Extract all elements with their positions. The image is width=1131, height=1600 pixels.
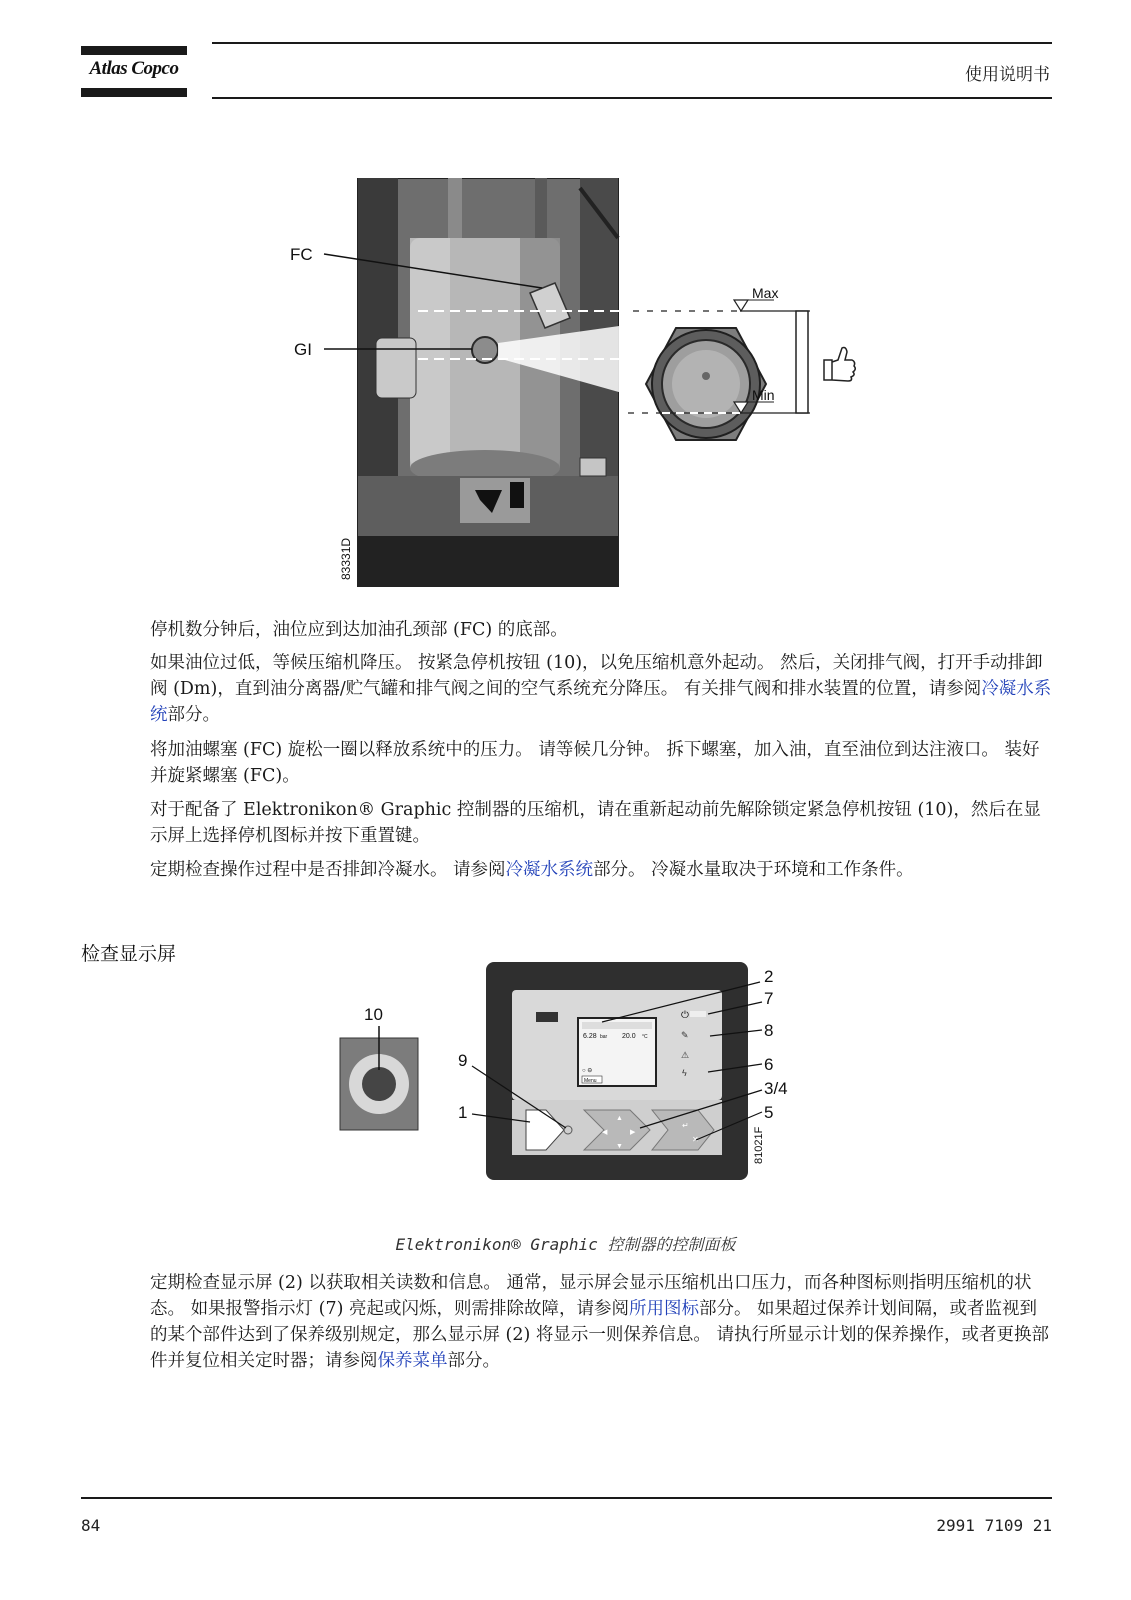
label-min: Min — [752, 387, 775, 403]
figure-id: 83331D — [339, 537, 353, 580]
paragraph-text: 定期检查显示屏 (2) 以获取相关读数和信息。 通常，显示屏会显示压缩机出口压力，而各种图标则指明压缩机的状态。 如果报警指示灯 (7) 亮起或闪烁，则需排除故障，请参阅 — [150, 1273, 1032, 1319]
paragraph-text: 部分。 — [167, 705, 220, 725]
link-condensate-system-2[interactable]: 冷凝水系统 — [505, 860, 594, 880]
header-title: 使用说明书 — [965, 65, 1050, 85]
label-fc: FC — [290, 245, 313, 264]
paragraph-filler-plug — [150, 737, 1052, 789]
service-icon: ✎ — [681, 1030, 689, 1040]
figure-caption: Elektronikon® Graphic 控制器的控制面板 — [395, 1235, 736, 1254]
callout-10: 10 — [364, 1005, 383, 1024]
paragraph-low-oil — [150, 650, 1052, 728]
callout-3-4: 3/4 — [764, 1079, 788, 1098]
paragraph-text: 部分。 — [447, 1351, 500, 1371]
svg-text:▶: ▶ — [630, 1129, 636, 1136]
header-rule-bottom — [212, 97, 1052, 99]
section-heading: 检查显示屏 — [81, 943, 177, 965]
link-icons-used[interactable]: 所用图标 — [628, 1299, 699, 1319]
atlas-copco-logo: Atlas Copco — [89, 58, 179, 79]
logo-bar-top — [81, 46, 187, 55]
voltage-icon: ϟ — [682, 1068, 687, 1078]
alarm-icon: ⚠ — [681, 1050, 690, 1060]
label-gi: GI — [294, 340, 312, 359]
paragraph-text: 将加油螺塞 (FC) 旋松一圈以释放系统中的压力。 请等候几分钟。 拆下螺塞，加入油，直至油位到达注液口。 装好并旋紧螺塞 (FC)。 — [150, 740, 1040, 786]
paragraph-text: 部分。 如果超过保养计划间隔，或者监视到的某个部件达到了保养级别规定，那么显示屏 (2) 将显示一则保养信息。 请执行所显示计划的保养操作，或者更换部件并复位相关定时器；请参阅 — [150, 1299, 1049, 1371]
svg-text:✕: ✕ — [692, 1135, 699, 1144]
paragraph-text: 停机数分钟后，油位应到达加油孔颈部 (FC) 的底部。 — [150, 620, 568, 640]
callout-7: 7 — [764, 989, 774, 1008]
paragraph-text: 对于配备了 Elektronikon® Graphic 控制器的压缩机，请在重新起动前先解除锁定紧急停机按钮 (10)，然后在显示屏上选择停机图标并按下重置键。 — [150, 800, 1041, 846]
svg-text:▲: ▲ — [616, 1115, 623, 1122]
lcd-pressure: 6.28 — [583, 1033, 597, 1040]
paragraph-condensate — [150, 857, 1052, 883]
page-number: 84 — [81, 1516, 101, 1535]
level-range-bracket — [796, 311, 808, 413]
label-max: Max — [752, 285, 779, 301]
link-service-menu[interactable]: 保养菜单 — [377, 1351, 448, 1371]
figure-id-2: 81021F — [753, 1126, 765, 1164]
document-number: 2991 7109 21 — [936, 1516, 1052, 1535]
lcd-menu-label: Menu — [584, 1078, 597, 1084]
paragraph-display-check — [150, 1270, 1052, 1374]
control-panel-figure — [330, 960, 800, 1190]
paragraph-elektronikon — [150, 797, 1052, 849]
callout-6: 6 — [764, 1055, 774, 1074]
paragraph-oil-level — [150, 617, 1052, 643]
power-icon: ⏻ — [681, 1010, 689, 1021]
thumbs-up-icon — [824, 348, 855, 382]
lcd-temp: 20.0 — [622, 1033, 636, 1040]
oil-level-figure — [280, 178, 880, 598]
svg-text:○ ⊖: ○ ⊖ — [582, 1068, 593, 1074]
callout-8: 8 — [764, 1021, 774, 1040]
callout-9: 9 — [458, 1051, 468, 1070]
callout-2: 2 — [764, 967, 774, 986]
callout-5: 5 — [764, 1103, 774, 1122]
link-condensate-system[interactable]: 冷凝水系统 — [150, 679, 1052, 725]
header-rule-top — [212, 42, 1052, 44]
lcd-temp-unit: °C — [642, 1034, 648, 1040]
paragraph-text: 定期检查操作过程中是否排卸冷凝水。 请参阅 — [150, 860, 506, 880]
svg-text:↵: ↵ — [682, 1121, 689, 1130]
callout-1: 1 — [458, 1103, 468, 1122]
svg-text:◀: ◀ — [602, 1129, 608, 1136]
lcd-pressure-unit: bar — [600, 1034, 608, 1040]
svg-text:▼: ▼ — [616, 1143, 623, 1150]
paragraph-text: 部分。 冷凝水量取决于环境和工作条件。 — [593, 860, 914, 880]
paragraph-text: 如果油位过低，等候压缩机降压。 按紧急停机按钮 (10)，以免压缩机意外起动。 然后，关闭排气阀，打开手动排卸阀 (Dm)，直到油分离器/贮气罐和排气阀之间的空气系统充分降压。 有关排气阀和排水装置的位置，请参阅 — [150, 653, 1043, 699]
logo-bar-bottom — [81, 88, 187, 97]
footer-rule — [81, 1497, 1052, 1499]
